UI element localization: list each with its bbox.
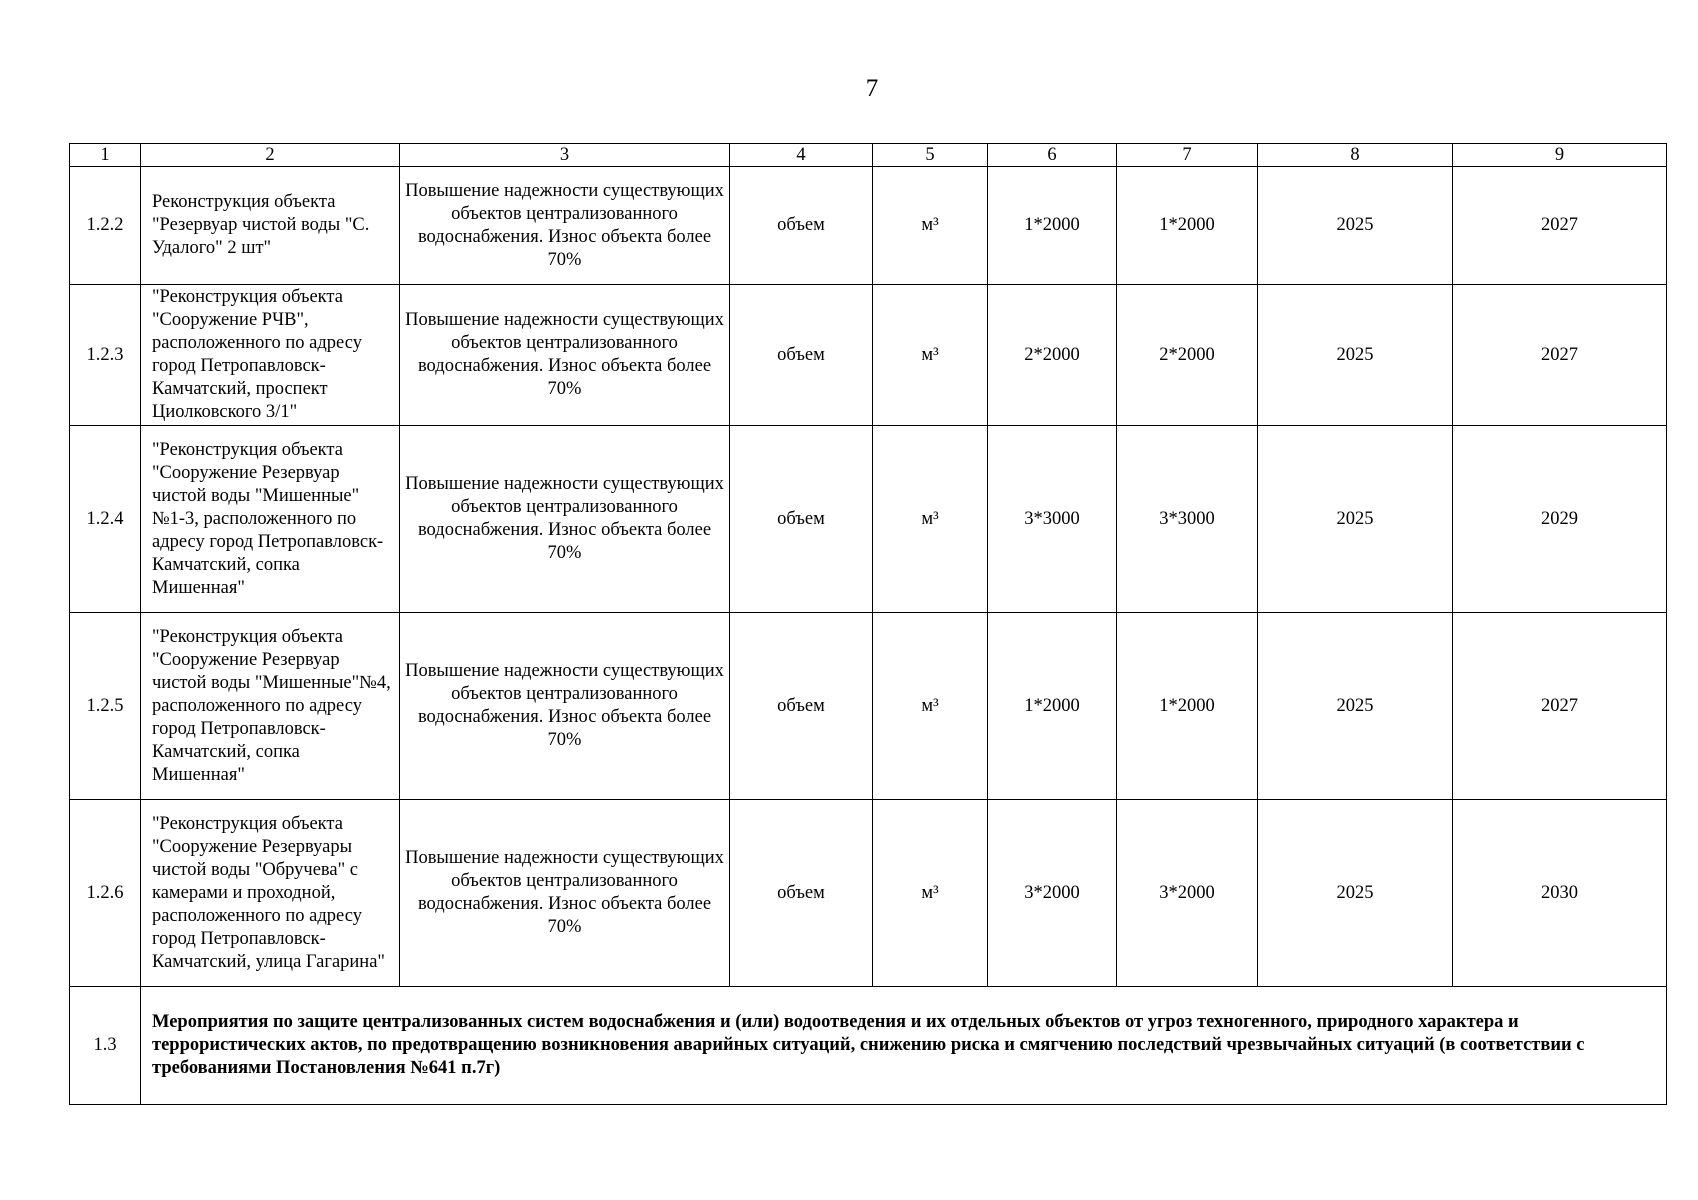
row-number: 1.2.4 bbox=[70, 426, 141, 613]
value-after: 1*2000 bbox=[1117, 167, 1258, 285]
value-before: 1*2000 bbox=[988, 167, 1117, 285]
table-row bbox=[70, 426, 1667, 613]
purpose-text: Повышение надежности существующих объектов централизованного водоснабжения. Износ объекта более 70% bbox=[400, 285, 730, 426]
indicator: объем bbox=[730, 613, 873, 800]
value-after: 3*3000 bbox=[1117, 426, 1258, 613]
value-before: 1*2000 bbox=[988, 613, 1117, 800]
end-year: 2027 bbox=[1453, 285, 1667, 426]
unit: м³ bbox=[873, 426, 988, 613]
value-before: 3*3000 bbox=[988, 426, 1117, 613]
start-year: 2025 bbox=[1258, 613, 1453, 800]
indicator: объем bbox=[730, 426, 873, 613]
row-number: 1.2.3 bbox=[70, 285, 141, 426]
start-year: 2025 bbox=[1258, 800, 1453, 987]
column-number-5: 5 bbox=[873, 144, 988, 167]
table-header-row bbox=[70, 144, 1667, 167]
table-row bbox=[70, 613, 1667, 800]
value-before: 3*2000 bbox=[988, 800, 1117, 987]
section-number: 1.3 bbox=[70, 987, 141, 1105]
object-name: "Реконструкция объекта "Сооружение Резервуары чистой воды "Обручева" с камерами и проходной, расположенного по адресу город Петропавловск-Камчатский, улица Гагарина" bbox=[141, 800, 400, 987]
value-after: 1*2000 bbox=[1117, 613, 1258, 800]
row-number: 1.2.5 bbox=[70, 613, 141, 800]
column-number-6: 6 bbox=[988, 144, 1117, 167]
table-row bbox=[70, 167, 1667, 285]
indicator: объем bbox=[730, 285, 873, 426]
start-year: 2025 bbox=[1258, 167, 1453, 285]
column-number-1: 1 bbox=[70, 144, 141, 167]
indicator: объем bbox=[730, 167, 873, 285]
purpose-text: Повышение надежности существующих объектов централизованного водоснабжения. Износ объекта более 70% bbox=[400, 426, 730, 613]
start-year: 2025 bbox=[1258, 285, 1453, 426]
value-before: 2*2000 bbox=[988, 285, 1117, 426]
purpose-text: Повышение надежности существующих объектов централизованного водоснабжения. Износ объекта более 70% bbox=[400, 613, 730, 800]
measures-table bbox=[69, 143, 1667, 1105]
row-number: 1.2.2 bbox=[70, 167, 141, 285]
purpose-text: Повышение надежности существующих объектов централизованного водоснабжения. Износ объекта более 70% bbox=[400, 800, 730, 987]
column-number-2: 2 bbox=[141, 144, 400, 167]
section-title: Мероприятия по защите централизованных систем водоснабжения и (или) водоотведения и их отдельных объектов от угроз техногенного, природного характера и террористических актов, по предотвращению возникновения аварийных ситуаций, снижению риска и смягчению последствий чрезвычайных ситуаций (в соответствии с требованиями Постановления №641 п.7г) bbox=[141, 987, 1667, 1105]
row-number: 1.2.6 bbox=[70, 800, 141, 987]
unit: м³ bbox=[873, 800, 988, 987]
start-year: 2025 bbox=[1258, 426, 1453, 613]
object-name: Реконструкция объекта "Резервуар чистой воды "С. Удалого" 2 шт" bbox=[141, 167, 400, 285]
object-name: "Реконструкция объекта "Сооружение Резервуар чистой воды "Мишенные"№4, расположенного по адресу город Петропавловск-Камчатский, сопка Мишенная" bbox=[141, 613, 400, 800]
purpose-text: Повышение надежности существующих объектов централизованного водоснабжения. Износ объекта более 70% bbox=[400, 167, 730, 285]
value-after: 2*2000 bbox=[1117, 285, 1258, 426]
unit: м³ bbox=[873, 285, 988, 426]
unit: м³ bbox=[873, 613, 988, 800]
column-number-8: 8 bbox=[1258, 144, 1453, 167]
table-row bbox=[70, 800, 1667, 987]
indicator: объем bbox=[730, 800, 873, 987]
column-number-7: 7 bbox=[1117, 144, 1258, 167]
table-row bbox=[70, 285, 1667, 426]
value-after: 3*2000 bbox=[1117, 800, 1258, 987]
end-year: 2027 bbox=[1453, 613, 1667, 800]
end-year: 2030 bbox=[1453, 800, 1667, 987]
end-year: 2027 bbox=[1453, 167, 1667, 285]
object-name: "Реконструкция объекта "Сооружение РЧВ", расположенного по адресу город Петропавловск-Камчатский, проспект Циолковского 3/1" bbox=[141, 285, 400, 426]
column-number-9: 9 bbox=[1453, 144, 1667, 167]
unit: м³ bbox=[873, 167, 988, 285]
section-row bbox=[70, 987, 1667, 1105]
object-name: "Реконструкция объекта "Сооружение Резервуар чистой воды "Мишенные" №1-3, расположенного по адресу город Петропавловск-Камчатский, сопка Мишенная" bbox=[141, 426, 400, 613]
page-number: 7 bbox=[865, 75, 879, 102]
end-year: 2029 bbox=[1453, 426, 1667, 613]
column-number-3: 3 bbox=[400, 144, 730, 167]
column-number-4: 4 bbox=[730, 144, 873, 167]
